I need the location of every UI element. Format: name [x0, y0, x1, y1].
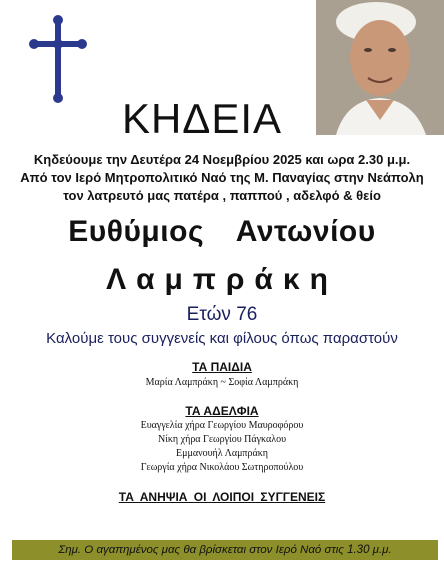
- relation-line: τον λατρευτό μας πατέρα , παππού , αδελφό & θείο: [63, 188, 381, 203]
- cross-icon: [28, 14, 88, 104]
- deceased-surname: Λαμπράκη: [106, 263, 338, 296]
- deceased-age: Ετών 76: [186, 304, 258, 325]
- church-line: Από τον Ιερό Μητροπολιτικό Ναό της Μ. Παναγίας στην Νεάπολη: [20, 170, 424, 185]
- footer-note: Σημ. Ο αγαπημένος μας θα βρίσκεται στον Ιερό Ναό στις 1.30 μ.μ.: [12, 540, 438, 560]
- deceased-first-names: Ευθύμιος Αντωνίου: [68, 215, 376, 248]
- children-heading: ΤΑ ΠΑΙΔΙΑ: [192, 360, 252, 374]
- relatives-line: ΤΑ ΑΝΗΨΙΑ ΟΙ ΛΟΙΠΟΙ ΣΥΓΓΕΝΕΙΣ: [118, 490, 326, 504]
- siblings-heading: ΤΑ ΑΔΕΛΦΙΑ: [185, 404, 259, 418]
- sibling-name: Ευαγγελία χήρα Γεωργίου Μαυροφόρου: [140, 420, 304, 431]
- sibling-name: Νίκη χήρα Γεωργίου Πάγκαλου: [157, 434, 287, 445]
- invitation-text: Καλούμε τους συγγενείς και φίλους όπως παραστούν: [46, 330, 398, 347]
- page-title: ΚΗΔΕΙΑ: [121, 95, 283, 142]
- sibling-name: Εμμανουήλ Λαμπράκη: [176, 448, 268, 459]
- children-names: Μαρία Λαμπράκη ~ Σοφία Λαμπράκη: [145, 377, 299, 388]
- sibling-name: Γεωργία χήρα Νικολάου Σωτηροπούλου: [140, 462, 304, 473]
- funeral-date-line: Κηδεύουμε την Δευτέρα 24 Νοεμβρίου 2025 και ωρα 2.30 μ.μ.: [33, 152, 411, 167]
